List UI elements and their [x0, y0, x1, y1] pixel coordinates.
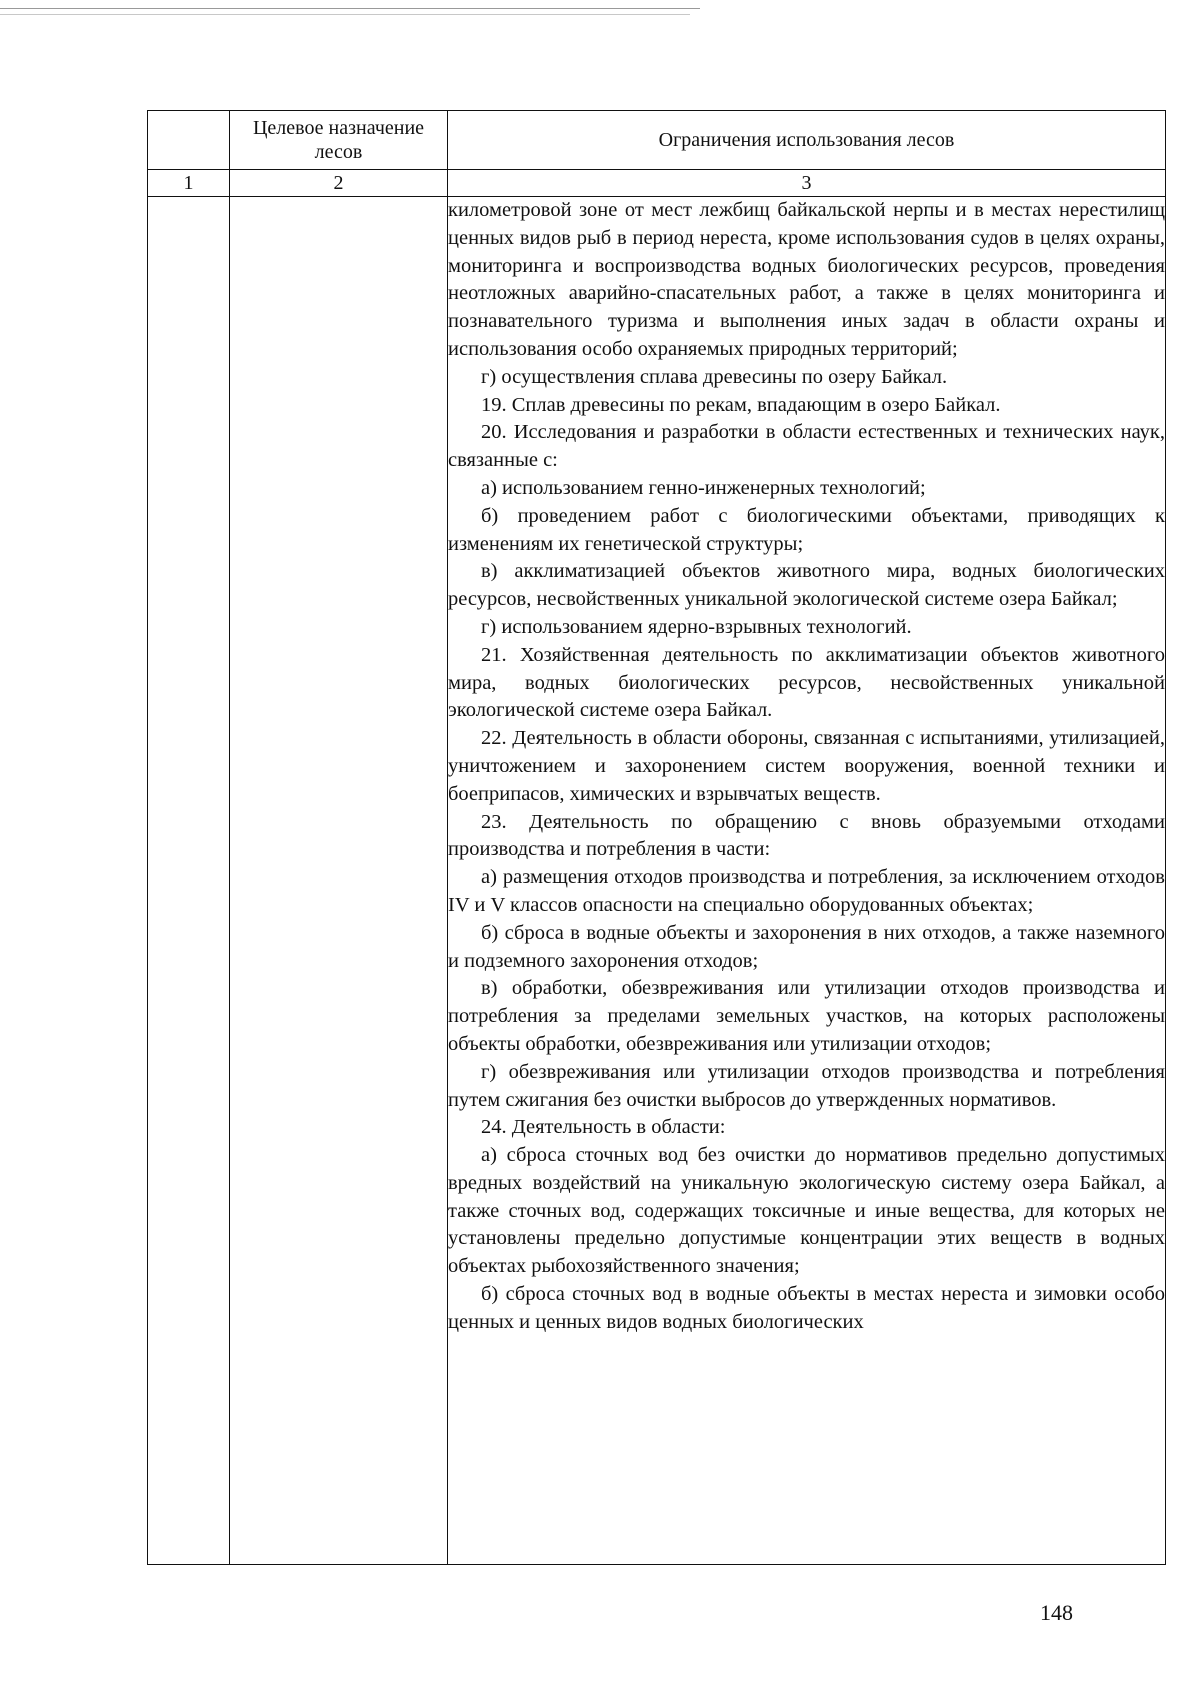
restriction-paragraph: 23. Деятельность по обращению с вновь образуемыми отходами производства и потребления в части: — [448, 810, 1165, 861]
restriction-paragraph: 19. Сплав древесины по рекам, впадающим в озеро Байкал. — [481, 393, 1001, 416]
header-col1 — [148, 111, 230, 170]
column-number-3: 3 — [448, 170, 1166, 197]
restriction-paragraph: б) сброса в водные объекты и захоронения в них отходов, а также наземного и подземного захоронения отходов; — [448, 921, 1165, 972]
content-row — [148, 197, 1166, 1565]
header-usage-restrictions: Ограничения использования лесов — [448, 111, 1166, 170]
restriction-paragraph: а) размещения отходов производства и потребления, за исключением отходов IV и V классов опасности на специально оборудованных объектах; — [448, 866, 1165, 916]
restriction-paragraph: а) сброса сточных вод без очистки до нормативов предельно допустимых вредных воздействий на уникальную экологическую систему озера Байкал, а также сточных вод, содержащих токсичные и иные вещества, для которых не установлены предельно допустимые концентрации этих веществ в водных объектах рыбохозяйственного значения; — [448, 1144, 1165, 1278]
content-col2 — [230, 197, 448, 1565]
restriction-paragraph: а) использованием генно-инженерных технологий; — [481, 476, 926, 499]
restriction-paragraph: б) сброса сточных вод в водные объекты в местах нереста и зимовки особо ценных и ценных видов водных биологических — [448, 1283, 1165, 1333]
column-number-1: 1 — [148, 170, 230, 197]
restrictions-paragraphs — [448, 197, 1165, 1337]
forest-restrictions-table — [147, 110, 1166, 1565]
header-row — [148, 111, 1166, 170]
scan-edge-line-faint — [0, 14, 690, 15]
restriction-paragraph: г) использованием ядерно-взрывных технологий. — [481, 615, 912, 638]
restriction-paragraph: 20. Исследования и разработки в области естественных и технических наук, связанные с: — [448, 421, 1165, 472]
restriction-paragraph: б) проведением работ с биологическими объектами, приводящих к изменениям их генетической структуры; — [448, 504, 1165, 555]
restriction-paragraph: г) осуществления сплава древесины по озеру Байкал. — [481, 365, 948, 388]
restriction-paragraph: в) акклиматизацией объектов животного мира, водных биологических ресурсов, несвойственных уникальной экологической системе озера Байкал; — [448, 560, 1165, 611]
restriction-paragraph: г) обезвреживания или утилизации отходов производства и потребления путем сжигания без очистки выбросов до утвержденных нормативов. — [448, 1060, 1165, 1111]
restriction-paragraph: 22. Деятельность в области обороны, связанная с испытаниями, утилизацией, уничтожением и захоронением систем вооружения, военной техники и боеприпасов, химических и взрывчатых веществ. — [448, 727, 1165, 805]
column-number-2: 2 — [230, 170, 448, 197]
restriction-paragraph: 24. Деятельность в области: — [481, 1116, 726, 1139]
restriction-paragraph: 21. Хозяйственная деятельность по акклиматизации объектов животного мира, водных биологических ресурсов, несвойственных уникальной экологической системе озера Байкал. — [448, 643, 1165, 722]
scan-edge-line — [0, 8, 700, 9]
header-forest-purpose: Целевое назначение лесов — [230, 111, 448, 170]
column-number-row — [148, 170, 1166, 197]
content-col1 — [148, 197, 230, 1565]
restrictions-text-cell — [448, 197, 1166, 1565]
restriction-paragraph: километровой зоне от мест лежбищ байкальской нерпы и в местах нерестилищ ценных видов рыб в период нереста, кроме использования судов в целях охраны, мониторинга и воспроизводства водных биологических ресурсов, проведения неотложных аварийно-спасательных работ, а также в целях мониторинга и познавательного туризма и выполнения иных задач в области охраны и использования особо охраняемых природных территорий; — [448, 199, 1165, 360]
restriction-paragraph: в) обработки, обезвреживания или утилизации отходов производства и потребления за пределами земельных участков, на которых расположены объекты обработки, обезвреживания или утилизации отходов; — [448, 977, 1165, 1055]
page-number: 148 — [1040, 1600, 1073, 1625]
